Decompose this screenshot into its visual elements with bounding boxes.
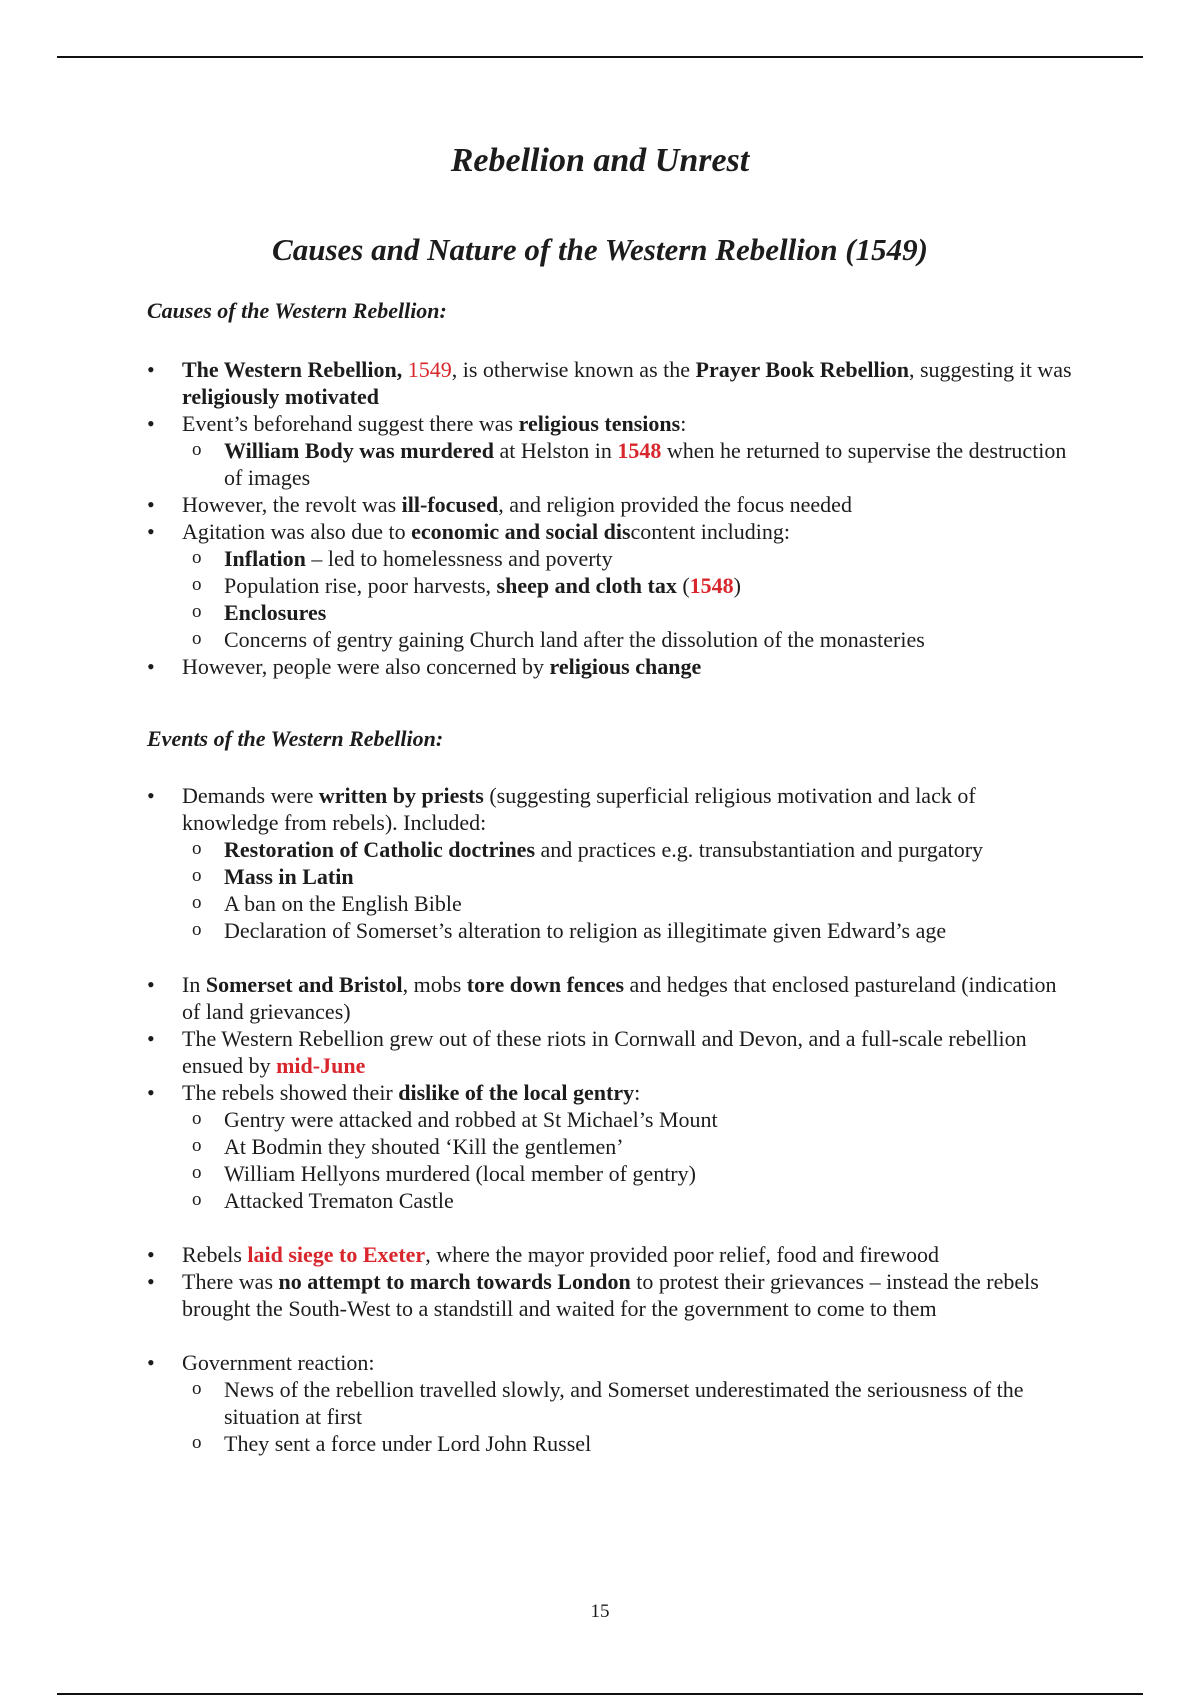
year-highlight: 1549 <box>407 357 452 382</box>
events-list <box>147 782 1077 1457</box>
text-run: and practices e.g. transubstantiation and purgatory <box>535 837 984 862</box>
text-run: content including: <box>630 519 791 544</box>
text-run: (suggesting superficial religious motivation and lack of knowledge from rebels). Included: <box>182 783 976 835</box>
text-run: : <box>634 1080 641 1105</box>
text-run: William Hellyons murdered (local member of gentry) <box>224 1161 696 1186</box>
causes-sublist-4 <box>182 545 1077 653</box>
text-run: William Body was murdered <box>224 438 494 463</box>
text-run: The rebels showed their <box>182 1080 399 1105</box>
events-sub-item <box>182 1106 1077 1133</box>
text-run: Government reaction: <box>182 1350 375 1375</box>
bottom-rule <box>57 1693 1143 1695</box>
events-bullet-4 <box>147 1079 1077 1214</box>
events-sub-item <box>182 863 1077 890</box>
text-run: Rebels <box>182 1242 248 1267</box>
text-run: ) <box>733 573 741 598</box>
text-run: Gentry were attacked and robbed at St Michael’s Mount <box>224 1107 718 1132</box>
causes-bullet-2 <box>147 410 1077 491</box>
text-run: At Bodmin they shouted ‘Kill the gentlemen’ <box>224 1134 624 1159</box>
text-run: Demands were <box>182 783 319 808</box>
causes-sublist-2 <box>182 437 1077 491</box>
text-run: Inflation <box>224 546 306 571</box>
events-bullet-7 <box>147 1349 1077 1457</box>
text-run: News of the rebellion travelled slowly, and Somerset underestimated the seriousness of the situation at first <box>224 1377 1024 1429</box>
causes-sub-item <box>182 626 1077 653</box>
text-run: economic and social dis <box>411 519 631 544</box>
causes-sub-item <box>182 572 1077 599</box>
text-run: religiously motivated <box>182 384 379 409</box>
events-sublist-4 <box>182 1106 1077 1214</box>
events-heading: Events of the Western Rebellion: <box>147 726 444 751</box>
text-run: , and religion provided the focus needed <box>498 492 852 517</box>
text-run: and hedges that enclosed pastureland (indication of land grievances) <box>182 972 1057 1024</box>
causes-sub-item <box>182 437 1077 491</box>
page-number: 15 <box>590 1601 610 1622</box>
text-run: written by priests <box>318 783 484 808</box>
text-run: – led to homelessness and poverty <box>305 546 613 571</box>
page-subtitle: Causes and Nature of the Western Rebellion (1549) <box>272 232 928 267</box>
page-title: Rebellion and Unrest <box>450 142 750 179</box>
text-run: Restoration of Catholic doctrines <box>224 837 536 862</box>
text-run: Enclosures <box>224 600 327 625</box>
text-run: , suggesting it was <box>908 357 1072 382</box>
text-run: religious change <box>549 654 702 679</box>
text-run: However, people were also concerned by <box>182 654 550 679</box>
events-sublist-1 <box>182 836 1077 944</box>
causes-sub-item <box>182 545 1077 572</box>
causes-list <box>147 356 1077 680</box>
causes-bullet-1 <box>147 356 1077 410</box>
text-run: They sent a force under Lord John Russel <box>224 1431 592 1456</box>
text-run: The Western Rebellion grew out of these riots in Cornwall and Devon, and a full-scale rebellion ensued by <box>182 1026 1027 1078</box>
causes-bullet-4 <box>147 518 1077 653</box>
text-run: Declaration of Somerset’s alteration to religion as illegitimate given Edward’s age <box>224 918 947 943</box>
text-run: In <box>182 972 206 997</box>
text-run: The Western Rebellion, <box>182 357 408 382</box>
causes-sub-item <box>182 599 1077 626</box>
text-run: Prayer Book Rebellion <box>695 357 909 382</box>
events-sub-item <box>182 1430 1077 1457</box>
text-run: Concerns of gentry gaining Church land after the dissolution of the monasteries <box>224 627 925 652</box>
events-bullet-2 <box>147 971 1077 1025</box>
year-highlight: 1548 <box>617 438 662 463</box>
top-rule <box>57 56 1143 58</box>
events-sub-item <box>182 836 1077 863</box>
events-bullet-3 <box>147 1025 1077 1079</box>
events-bullet-1 <box>147 782 1077 944</box>
text-run: at Helston in <box>493 438 618 463</box>
year-highlight: 1548 <box>689 573 734 598</box>
text-run: Agitation was also due to <box>182 519 412 544</box>
causes-bullet-5 <box>147 653 1077 680</box>
events-sub-item <box>182 1376 1077 1430</box>
text-run: However, the revolt was <box>182 492 402 517</box>
events-sub-item <box>182 1160 1077 1187</box>
text-run: religious tensions <box>518 411 681 436</box>
text-run: , is otherwise known as the <box>451 357 696 382</box>
text-run: : <box>680 411 687 436</box>
text-run: , mobs <box>402 972 467 997</box>
text-run: when he returned to supervise the destruction of images <box>224 438 1067 490</box>
text-run: Event’s beforehand suggest there was <box>182 411 519 436</box>
events-sub-item <box>182 1133 1077 1160</box>
text-run: Population rise, poor harvests, <box>224 573 497 598</box>
events-sub-item <box>182 890 1077 917</box>
date-highlight: mid-June <box>276 1053 366 1078</box>
text-run: ill-focused <box>401 492 499 517</box>
text-run: dislike of the local gentry <box>398 1080 635 1105</box>
text-run: Mass in Latin <box>224 864 354 889</box>
text-run: There was <box>182 1269 279 1294</box>
text-run: to protest their grievances – instead the rebels brought the South-West to a standstill and waited for the government to come to them <box>182 1269 1039 1321</box>
causes-bullet-3 <box>147 491 1077 518</box>
events-sub-item <box>182 917 1077 944</box>
text-run: A ban on the English Bible <box>224 891 462 916</box>
events-bullet-5 <box>147 1241 1077 1268</box>
text-run: Attacked Trematon Castle <box>224 1188 454 1213</box>
causes-heading: Causes of the Western Rebellion: <box>147 298 447 323</box>
text-run: Somerset and Bristol <box>205 972 403 997</box>
text-run: , where the mayor provided poor relief, food and firewood <box>425 1242 939 1267</box>
text-run: no attempt to march towards London <box>278 1269 631 1294</box>
text-run: tore down fences <box>466 972 625 997</box>
text-run: ( <box>676 573 690 598</box>
event-highlight: laid siege to Exeter <box>247 1242 426 1267</box>
text-run: sheep and cloth tax <box>496 573 677 598</box>
events-sub-item <box>182 1187 1077 1214</box>
events-sublist-7 <box>182 1376 1077 1457</box>
events-bullet-6 <box>147 1268 1077 1322</box>
